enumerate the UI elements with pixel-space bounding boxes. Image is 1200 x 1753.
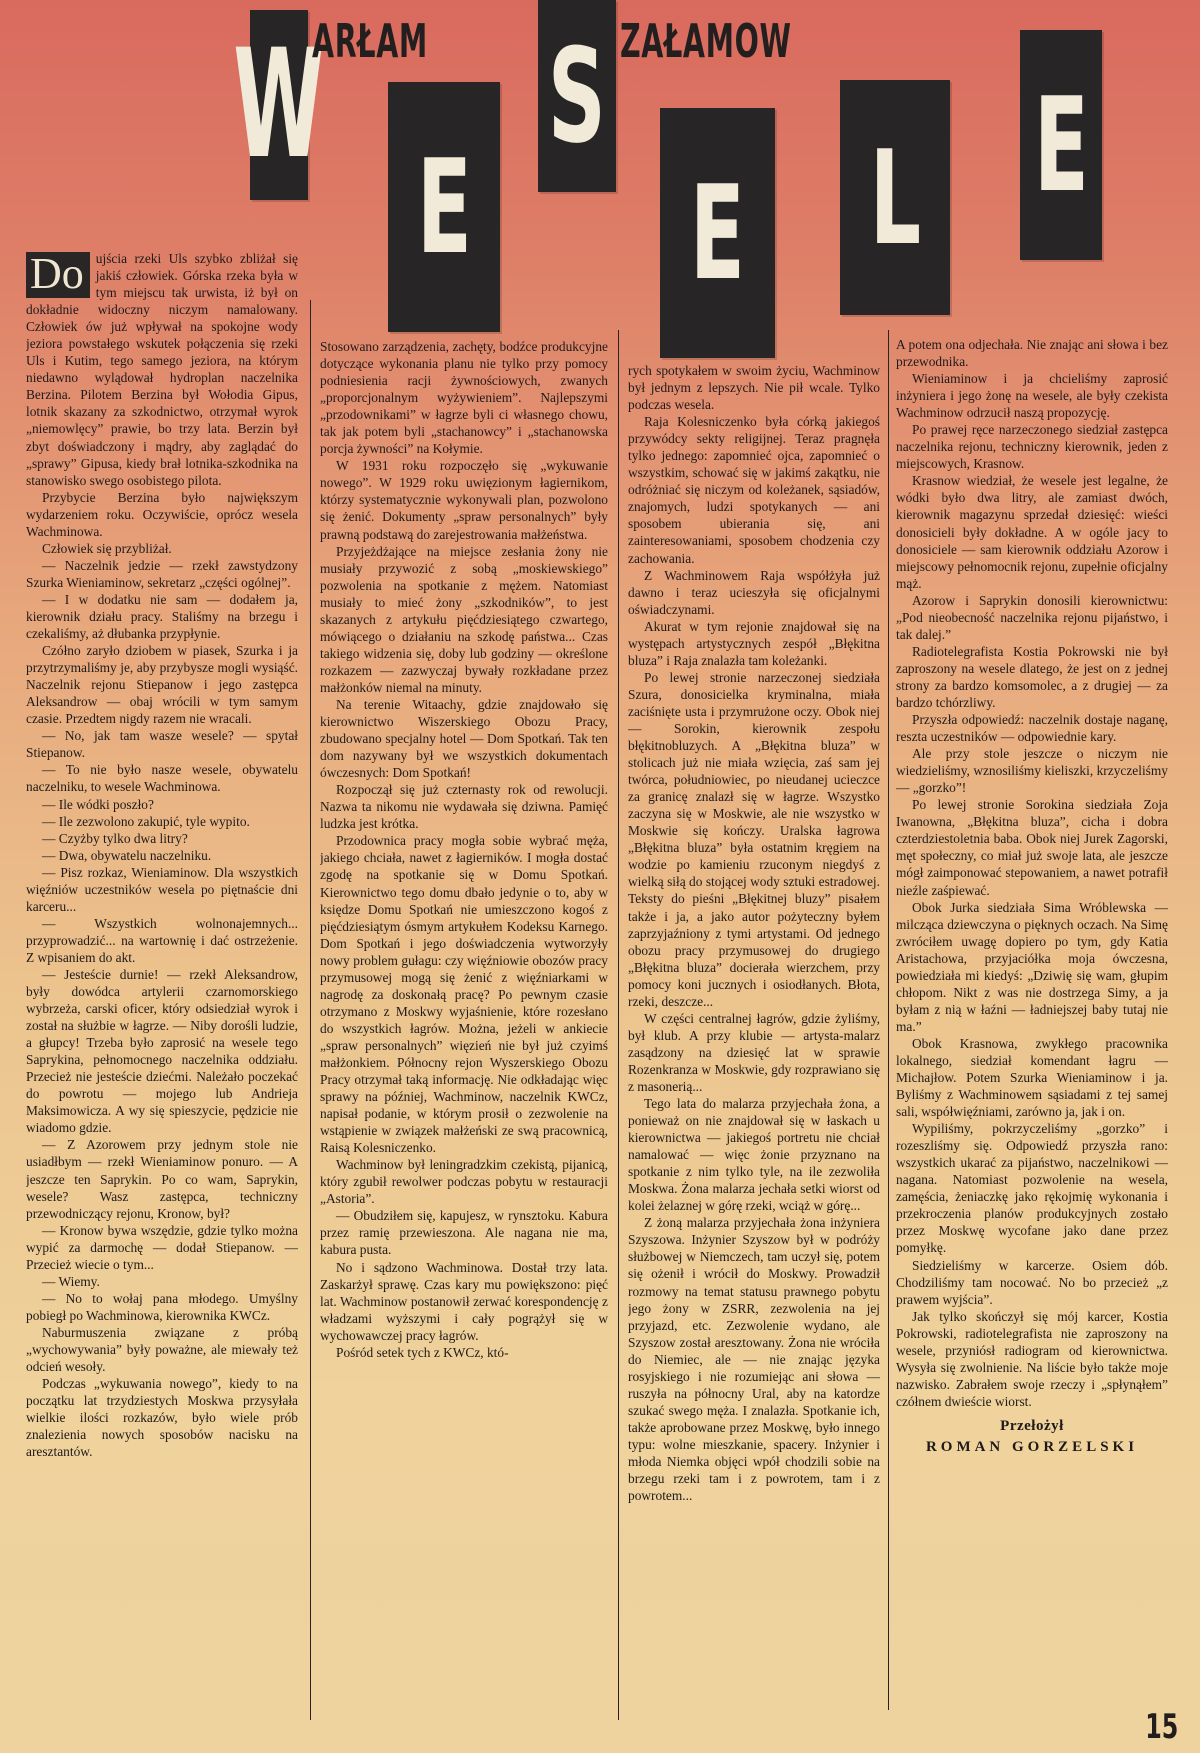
paragraph: — I w dodatku nie sam — dodałem ja, kierownik działu pracy. Staliśmy na brzegu i czekaliśmy, aż dłubanka przypłynie. [26, 591, 298, 642]
article-column-1 [26, 250, 298, 1720]
paragraph: Przyjeżdżające na miejsce zesłania żony nie musiały przywozić z sobą „moskiewskiego” pozwolenia na spotkanie z mężem. Natomiast musiały to mieć żony „szkodników”, to jest skazanych z artykułu pięćdziesiątego czwartego, mówiącego o działaniu na szkodę państwa... Czas takiego widzenia się, doby lub godziny — określone rozkazem — zazwyczaj bywały rozkładane przez małżonków niemal na minuty. [320, 543, 608, 695]
paragraph: Ale przy stole jeszcze o niczym nie wiedzieliśmy, wznosiliśmy kieliszki, krzyczeliśmy — „gorzko”! [896, 746, 1168, 796]
author-first-name: ARŁAM [312, 14, 428, 68]
title-letter-l: L [840, 80, 950, 315]
paragraph: — Czyżby tylko dwa litry? [42, 830, 188, 846]
paragraph: — Ile wódki poszło? [42, 796, 154, 812]
translator-credit [896, 1418, 1168, 1456]
paragraph: Jak tylko skończył się mój karcer, Kostia Pokrowski, radiotelegrafista nie zaproszony na wesele, przyniósł radiogram od kierownictwa. Wysyła się zwolnienie. Na liście było także moje nazwisko. Zabrałem swoje rzeczy i „spłynąłem” czółnem dwieście wiorst. [896, 1308, 1168, 1409]
paragraph: Z żoną malarza przyjechała żona inżyniera Szyszowa. Inżynier Szyszow był w podróży służbowej w Niemczech, tam uczył się, potem się ożenił i wrócił do Moskwy. Prowadził rozmowy na temat statusu prawnego pobytu jego żony w ZSRR, zezwolenia na jej przyjazd, etc. Zezwolenie wydano, ale Szyszow został aresztowany. Żona nie wróciła do Niemiec, ale — nie znając języka rosyjskiego i nie rozumiejąc ani słowa — ruszyła na północny Ural, aby na katordze szukać swego męża. I znalazła. Spotkanie ich, także aprobowane przez Moskwę, było innego typu: wolne mieszkanie, spacery. Inżynier i młoda Niemka objęci wpół chodzili sobie na brzegu rzeki tam i z powrotem, tam i z powrotem... [628, 1215, 880, 1504]
credit-label: Przełożył [1000, 1417, 1064, 1434]
author-last-name: ZAŁAMOW [620, 14, 792, 68]
translator-name: ROMAN GORZELSKI [925, 1439, 1139, 1455]
paragraph: Czółno zaryło dziobem w piasek, Szurka i ja przytrzymaliśmy je, aby przybysze mogli wysiąść. Naczelnik rejonu Stiepanow i jego zastępca Aleksandrow — obaj wrócili w tym samym czasie. Przedtem nigdy razem nie wracali. [26, 643, 298, 727]
paragraph: Przyszła odpowiedź: naczelnik dostaje naganę, reszta uczestników — odpowiednie kary. [896, 712, 1168, 745]
paragraph: Człowiek się przybliżał. [42, 540, 172, 556]
paragraph: ujścia rzeki Uls szybko zbliżał się jakiś człowiek. Górska rzeka była w tym miejscu tak urwista, iż był on dokładnie widoczny niczym namalowany. Człowiek ów już wpływał na spokojne wody jeziora powstałego wskutek połączenia się rzeki Uls i Kutim, tego samego jeziora, na którym niedawno wylądował hydroplan naczelnika Berzina. Pilotem Berzina był Wołodia Gipus, lotnik skazany za szkodnictwo, otrzymał wyrok „niemowlęcy” prawie, bo trzy lata. Berzin był zbyt doświadczony i mądry, aby zaglądać do „sprawy” Gipusa, kiedy brał lotnika-szkodnika na stanowisko swego osobistego pilota. [26, 251, 298, 488]
paragraph: No i sądzono Wachminowa. Dostał trzy lata. Zaskarżył sprawę. Czas kary mu powiększono: pięć lat. Wachminow postanowił zerwać korespondencję z władzami wyższymi i cały pogrążył się w wychowawczej pracy łagrów. [320, 1259, 608, 1343]
paragraph: Obok Jurka siedziała Sima Wróblewska — milcząca dziewczyna o pięknych oczach. Na Simę zwróciłem uwagę dopiero po tym, gdy Katia Aristachowa, przyjaciółka moja ówczesna, powiedziała mi kiedyś: „Dziwię się wam, głupim chłopom. Nikt z was nie dostrzega Simy, a ja byłam z nią w łaźni — ładniejszej baby tutaj nie ma.” [896, 899, 1168, 1034]
paragraph: Pośród setek tych z KWCz, któ- [336, 1344, 509, 1360]
paragraph: — No to wołaj pana młodego. Umyślny pobiegł po Wachminowa, kierownika KWCz. [26, 1290, 298, 1323]
title-letter-e-2: E [660, 108, 775, 358]
paragraph: — Kronow bywa wszędzie, gdzie tylko można wypić za darmochę — dodał Stiepanow. — Przecież wiecie o tym... [26, 1222, 298, 1272]
paragraph: Stosowano zarządzenia, zachęty, bodźce produkcyjne dotyczące wykonania planu nie tylko przy pomocy podniesienia racji żywnościowych, zwanych „proporcjonalnym wyżywieniem”. Najlepszymi „przodownikami” w łagrze byli ci własnego chowu, tak jak potem byli „stachanowcy” i „stachanowska porcja żywności” na Kołymie. [320, 339, 608, 457]
paragraph: — Obudziłem się, kapujesz, w rynsztoku. Kabura przez ramię przewieszona. Ale nagana nie ma, kabura pusta. [320, 1208, 608, 1258]
paragraph: Akurat w tym rejonie znajdował się na występach artystycznych zespół „Błękitna bluza” i Raja znalazła tam koleżanki. [628, 618, 880, 668]
title-letter-e-3: E [1020, 30, 1102, 260]
title-letter-w-author: W [250, 10, 308, 200]
title-letter-e-1: E [388, 82, 500, 332]
paragraph: W części centralnej łagrów, gdzie żyliśmy, był klub. A przy klubie — artysta-malarz zasądzony na dziesięć lat w sprawie Rozenkranza w Moskwie, gdy rozprawiano się z masonerią... [628, 1010, 880, 1094]
page-number: 15 [1144, 1707, 1178, 1747]
paragraph: — Pisz rozkaz, Wieniaminow. Dla wszystkich więźniów uczestników wesela po piętnaście dni karceru... [26, 864, 298, 914]
paragraph: Po lewej stronie Sorokina siedziała Zoja Iwanowna, „Błękitna bluza”, cicha i dobra czterdziestoletnia baba. Obok niej Jurek Zagorski, męt społeczny, co miał już swoje lata, ale jeszcze mógł zaimponować stepowaniem, a nawet potrafił nieźle zaśpiewać. [896, 797, 1168, 898]
paragraph: Wieniaminow i ja chcieliśmy zaprosić inżyniera i jego żonę na wesele, ale były czekista Wachminow odrzucił naszą propozycję. [896, 371, 1168, 421]
title-letter-s-author: S [538, 0, 616, 192]
paragraph: — Wszystkich wolnonajemnych... przyprowadzić... na wartownię i dać ostrzeżenie. Z wpisaniem do akt. [26, 915, 298, 965]
article-column-4 [896, 336, 1168, 1696]
paragraph: Radiotelegrafista Kostia Pokrowski nie był zaproszony na wesele dlatego, że jest on z jednej strony za bardzo komsomolec, a z drugiej — za bardzo tchórzliwy. [896, 643, 1168, 710]
paragraph: — Wiemy. [42, 1273, 100, 1289]
paragraph: A potem ona odjechała. Nie znając ani słowa i bez przewodnika. [896, 337, 1168, 370]
paragraph: — Ile zezwolono zakupić, tyle wypito. [42, 813, 250, 829]
paragraph: — Jesteście durnie! — rzekł Aleksandrow, były dowódca artylerii czarnomorskiego wybrzeża, carski oficer, który odsiedział wyrok i został na służbie w łagrze. — Niby dorośli ludzie, a głupcy! Trzeba było zaprosić na wesele tego Saprykina, pełnomocnego naczelnika oddziału. Przecież nie jesteście dziećmi. Należało poczekać do powrotu — mojego lub Andrieja Maksimowicza. A wy się spieszycie, pędzicie nie wiadomo gdzie. [26, 966, 298, 1136]
paragraph: Na terenie Witaachy, gdzie znajdowało się kierownictwo Wiszerskiego Obozu Pracy, zbudowano specjalny hotel — Dom Spotkań. Tak ten dom nazywany był we wszystkich dokumentach ówczesnych: Dom Spotkań! [320, 696, 608, 781]
paragraph: Naburmuszenia związane z próbą „wychowywania” były poważne, ale miewały też odcień wesoły. [26, 1324, 298, 1375]
paragraph: W 1931 roku rozpoczęło się „wykuwanie nowego”. W 1929 roku uwięzionym łagiernikom, którzy systematycznie wykonywali plan, pozwolono się żenić. Dokumenty „spraw personalnych” były prawną podstawą do zarejestrowania małżeństwa. [320, 458, 608, 542]
paragraph: — Z Azorowem przy jednym stole nie usiadłbym — rzekł Wieniaminow ponuro. — A jeszcze ten Saprykin. Po co wam, Saprykin, wesele? Wasz zastępca, techniczny przewodniczący rejonu, Kronow, był? [26, 1137, 298, 1221]
drop-cap: Do [26, 252, 90, 298]
paragraph: Rozpoczął się już czternasty rok od rewolucji. Nazwa ta nikomu nie wydawała się dziwna. Pamięć ludzka jest krótka. [320, 782, 608, 832]
paragraph: — Naczelnik jedzie — rzekł zawstydzony Szurka Wieniaminow, sekretarz „części ogólnej”. [26, 557, 298, 590]
article-column-3 [628, 362, 880, 1737]
paragraph: Przodownica pracy mogła sobie wybrać męża, jakiego chciała, nawet z łagierników. I mogła dostać zgodę na spotkanie się w Domu Spotkań. Kierownictwo tego domu dbało jedynie o to, aby w księdze Domu Spotkań nie umieszczono kogoś z pięćdziesiątym ósmym artykułem Kodeksu Karnego. Dom Spotkań i jego doświadczenia wytworzyły nowy problem gułagu: czy więźniowie obozów pracy przymusowej mogą się żenić z więźniarkami w nagrodę za doskonałą pracę? Po pewnym czasie otrzymano z Moskwy wyjaśnienie, które rozesłano do wszystkich łagrów. Można, jeżeli w ankiecie „spraw personalnych” więzień nie był już czyimś małżonkiem. Północny rejon Wyszerskiego Obozu Pracy otrzymał taką informację. Nie odkładając więc sprawy na później, Wachminow, naczelnik KWCz, napisał podanie, w którym prosił o zezwolenie na wstąpienie w związek małżeński ze swą pracownicą, Raisą Kolesniczenko. [320, 833, 608, 1156]
paragraph: — No, jak tam wasze wesele? — spytał Stiepanow. [26, 728, 298, 761]
paragraph: Przybycie Berzina było największym wydarzeniem roku. Oczywiście, oprócz wesela Wachminowa. [26, 489, 298, 539]
paragraph: — Dwa, obywatelu naczelniku. [42, 847, 212, 863]
paragraph: Po prawej ręce narzeczonego siedział zastępca naczelnika rejonu, techniczny kierownik, jeden z miejscowych, Krasnow. [896, 422, 1168, 472]
paragraph: — To nie było nasze wesele, obywatelu naczelniku, to wesele Wachminowa. [26, 762, 298, 795]
paragraph: Krasnow wiedział, że wesele jest legalne, że wódki było dwa litry, ale zamiast dwóch, kierownik magazynu sprzedał dziesięć: wieści donosicieli były dokładne. A w ogóle jacy to donosiciele — sam kierownik oddziału Azorow i miejscowy pełnomocnik rejonu, zupełnie oficjalny mąż. [896, 473, 1168, 591]
paragraph: Z Wachminowem Raja współżyła już dawno i teraz ucieszyła się oficjalnymi oświadczynami. [628, 567, 880, 617]
paragraph: Siedzieliśmy w karcerze. Osiem dób. Chodziliśmy tam nocować. No bo przecież „z prawem wyjścia”. [896, 1257, 1168, 1307]
paragraph: rych spotykałem w swoim życiu, Wachminow był jednym z lepszych. Nie pił wcale. Tylko podczas wesela. [628, 363, 880, 413]
paragraph: Po lewej stronie narzeczonej siedziała Szura, donosicielka kryminalna, miała zaciśnięte usta i przymrużone oczy. Obok niej — Sorokin, kierownik zespołu błękitnobluzych. A „Błękitna bluza” w stolicach już nie miała wzięcia, zaś sam jej twórca, południowiec, po nieudanej ucieczce za granicę znalazł się w łagrze. Wszystko zaczyna się w Moskwie, ale nie wszystko w Moskwie się kończy. Uralska łagrowa „Błękitna bluza” była ostatnim kręgiem na wodzie po kamieniu rzuconym niegdyś z wielką siłą do stojącej wody sztuki estradowej. Teksty do pieśni „Błękitnej bluzy” pisałem także i ja, a jako autor pożyteczny byłem zaprzyjaźniony z tymi artystami. Od jednego obozu pracy przymusowej do drugiego „Błękitna bluza” docierała wierzchem, przy pomocy koni jucznych i osiodłanych. Błota, rzeki, deszcze... [628, 669, 880, 1009]
article-column-2 [320, 338, 608, 1738]
paragraph: Azorow i Saprykin donosili kierownictwu: „Pod nieobecność naczelnika rejonu pijaństwo, i tak dalej.” [896, 592, 1168, 642]
paragraph: Wypiliśmy, pokrzyczeliśmy „gorzko” i rozeszliśmy się. Odpowiedź przyszła rano: wszystkich ukarać za pijaństwo, naczelnikowi — nagana. Natomiast pozwolenie na wesela, zamęścia, żeniaczkę jako rękojmię wykonania i przekroczenia planów produkcyjnych zostało przez Moskwę wycofane jako dane przez pomyłkę. [896, 1121, 1168, 1256]
paragraph: Obok Krasnowa, zwykłego pracownika lokalnego, siedział komendant łagru — Michajłow. Potem Szurka Wieniaminow i ja. Byliśmy z Wachminowem sąsiadami z tej samej sali, współwięźniami, zarówno ja, jak i on. [896, 1035, 1168, 1120]
paragraph: Raja Kolesniczenko była córką jakiegoś przywódcy sekty religijnej. Teraz pragnęła tylko jednego: zapomnieć ojca, zapomnieć o wszystkim, schować się w jakimś zakątku, nie odróżniać się niczym od koleżanek, sąsiadów, znajomych, ludzi spotykanych — ani sposobem ubierania się, ani zainteresowaniami, sposobem chodzenia czy zachowania. [628, 414, 880, 566]
paragraph: Wachminow był leningradzkim czekistą, pijanicą, który zgubił rewolwer podczas pobytu w restauracji „Astoria”. [320, 1157, 608, 1207]
paragraph: Podczas „wykuwania nowego”, kiedy to na początku lat trzydziestych Moskwa przysyłała wielkie ilości rozkazów, było wiele prób znalezienia nowych sposobów nacisku na aresztantów. [26, 1376, 298, 1460]
paragraph: Tego lata do malarza przyjechała żona, a ponieważ on nie znajdował się w łaskach u kierownictwa — jakiegoś portretu nie chciał namalować — więc żonie przyznano na spotkanie z nim tylko tyle, na ile zezwoliła Moskwa. Żona malarza jechała setki wiorst od kolei żelaznej w górę rzeki, wciąż w górę... [628, 1096, 880, 1214]
